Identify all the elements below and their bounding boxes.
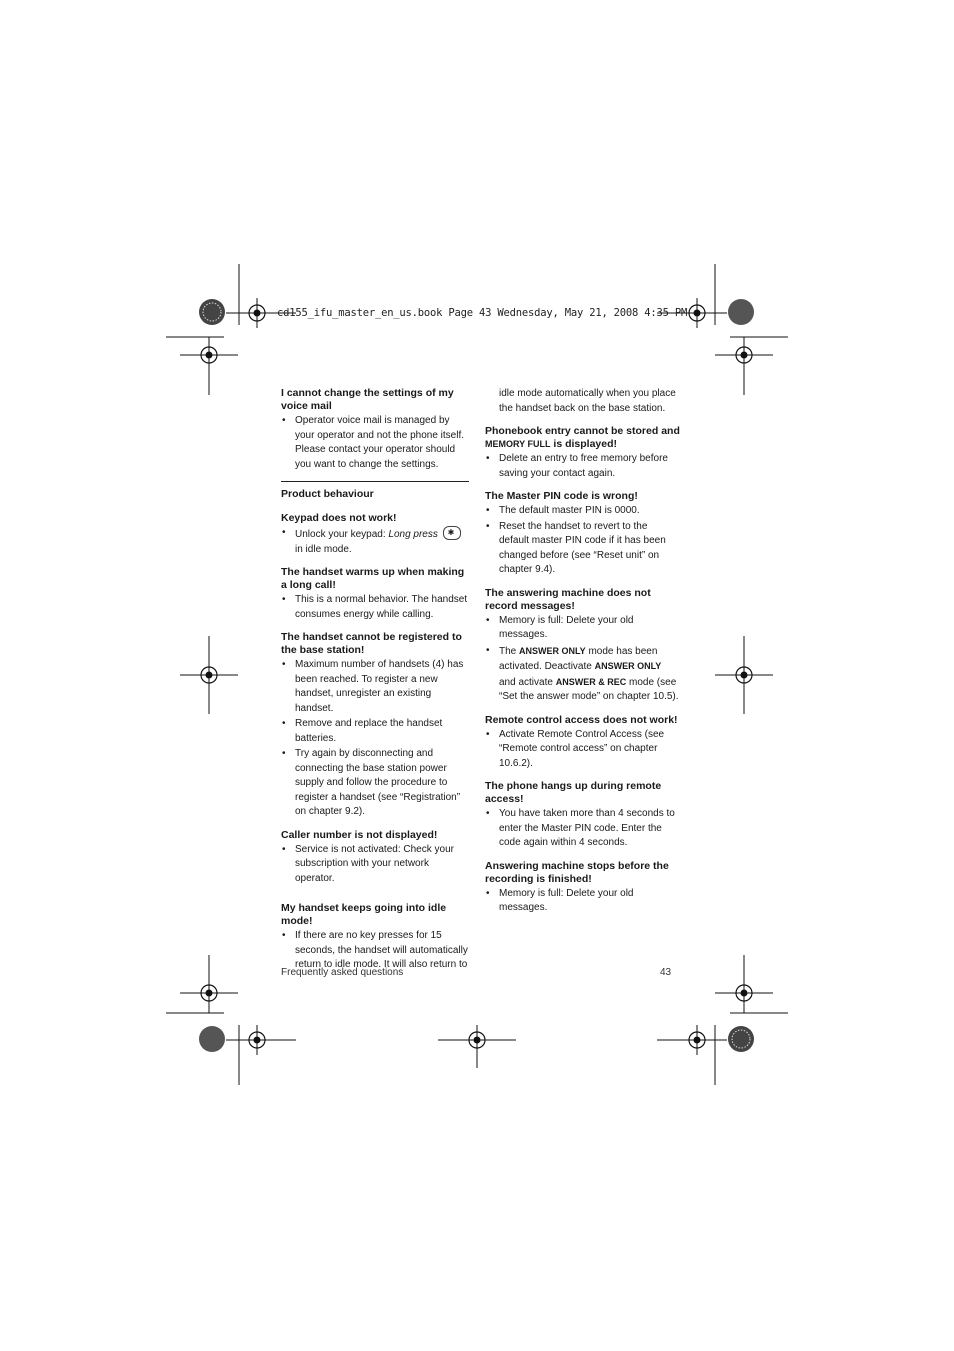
faq-title: The phone hangs up during remote access!	[485, 780, 662, 805]
star-key-icon	[443, 526, 461, 540]
list-item: • Delete an entry to free memory before saving your contact again.	[485, 452, 680, 481]
faq-title: The handset cannot be registered to the base station!	[281, 631, 462, 656]
list-item: • If there are no key presses for 15 seconds, the handset will automatically return to idle mode. It will also return to	[281, 929, 469, 973]
faq-caller-number	[281, 829, 469, 887]
list-item: • Memory is full: Delete your old messages.	[485, 887, 680, 916]
book-header: cd155_ifu_master_en_us.book Page 43 Wednesday, May 21, 2008 4:35 PM	[277, 307, 688, 319]
faq-hangs-up	[485, 780, 680, 851]
faq-title: The handset warms up when making a long call!	[281, 566, 465, 591]
right-column	[485, 387, 680, 925]
left-column	[281, 387, 469, 982]
faq-title: Phonebook entry cannot be stored and MEMORY FULL is displayed!	[485, 425, 680, 450]
faq-title: The Master PIN code is wrong!	[485, 490, 638, 502]
list-item: • Operator voice mail is managed by your operator and not the phone itself. Please contact your operator should you want to change the settings.	[281, 414, 469, 472]
list-item: • The default master PIN is 0000.	[485, 504, 680, 519]
list-item: • Remove and replace the handset batteries.	[281, 717, 469, 746]
faq-warm	[281, 566, 469, 622]
list-item: • Unlock your keypad: Long press ✱ in idle mode.	[281, 526, 469, 557]
faq-title: Remote control access does not work!	[485, 713, 678, 726]
footer-section-name: Frequently asked questions	[281, 967, 404, 978]
faq-answering-record	[485, 587, 680, 705]
list-item: • Activate Remote Control Access (see “Remote control access” on chapter 10.6.2).	[485, 728, 680, 772]
list-item: • The ANSWER ONLY mode has been activated. Deactivate ANSWER ONLY and activate ANSWER & REC mode (see “Set the answer mode” on chapter 10.5).	[485, 644, 680, 705]
faq-answering-stops	[485, 860, 680, 916]
faq-register	[281, 631, 469, 820]
faq-title: Caller number is not displayed!	[281, 828, 438, 841]
list-item: • This is a normal behavior. The handset consumes energy while calling.	[281, 593, 469, 622]
list-item: • Reset the handset to revert to the default master PIN code if it has been changed before (see “Reset unit” on chapter 9.4).	[485, 520, 680, 578]
list-item: • Maximum number of handsets (4) has been reached. To register a new handset, unregister an existing handset.	[281, 658, 469, 716]
list-item: • Service is not activated: Check your subscription with your network operator.	[281, 843, 469, 887]
faq-title: I cannot change the settings of my voice mail	[281, 387, 454, 412]
faq-remote-control	[485, 714, 680, 772]
list-item: • You have taken more than 4 seconds to enter the Master PIN code. Enter the code again within 4 seconds.	[485, 807, 680, 851]
faq-keypad	[281, 512, 469, 557]
section-divider	[281, 481, 469, 482]
faq-idle	[281, 902, 469, 973]
faq-title: My handset keeps going into idle mode!	[281, 902, 447, 927]
faq-voicemail	[281, 387, 469, 472]
list-item: • Memory is full: Delete your old messages.	[485, 614, 680, 643]
section-heading: Product behaviour	[281, 488, 374, 500]
faq-master-pin	[485, 490, 680, 578]
faq-title: Answering machine stops before the recording is finished!	[485, 859, 669, 885]
faq-title: The answering machine does not record messages!	[485, 586, 651, 612]
page-number: 43	[660, 967, 672, 978]
list-item: • Try again by disconnecting and connecting the base station power supply and follow the procedure to register a handset (see “Registration” on chapter 9.2).	[281, 747, 469, 820]
faq-title: Keypad does not work!	[281, 512, 397, 524]
faq-phonebook	[485, 425, 680, 481]
continued-text: idle mode automatically when you place the handset back on the base station.	[499, 388, 676, 414]
